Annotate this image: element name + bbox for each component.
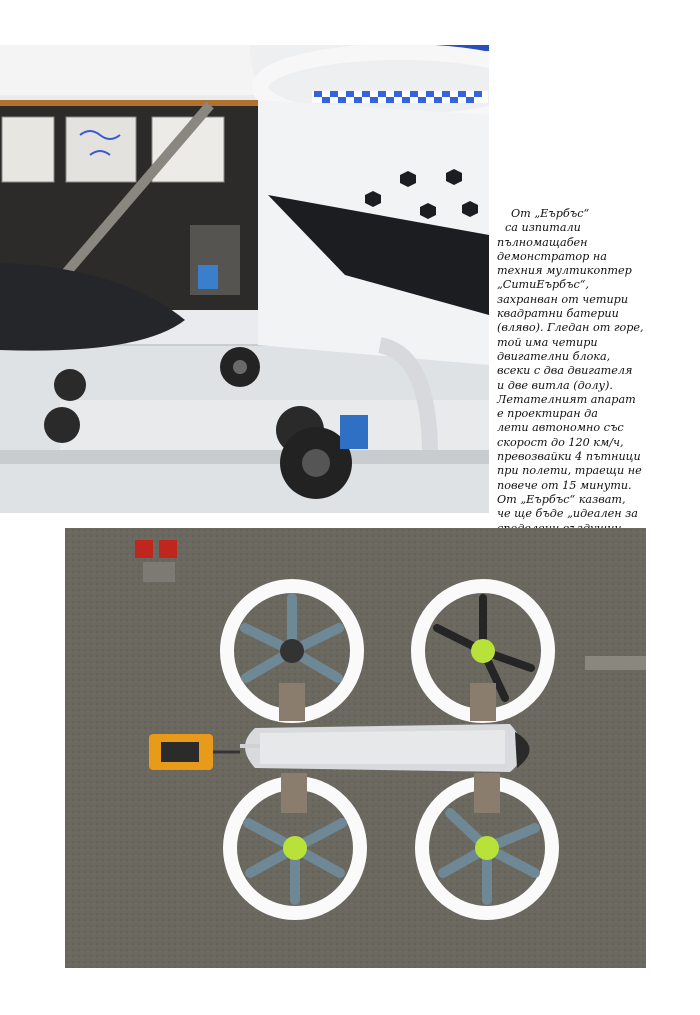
- caption-line: при полети, траещи не: [497, 464, 642, 478]
- caption-line: пълномащабен: [497, 235, 588, 249]
- photo-aircraft-hangar: [0, 45, 489, 513]
- caption-line: лети автономно със: [497, 421, 624, 435]
- caption-line: че ще бъде „идеален за: [497, 507, 638, 521]
- caption-line: квадратни батерии: [497, 307, 619, 321]
- caption-line: повече от 15 минути.: [497, 478, 632, 492]
- photo-multicopter-top-view: [65, 528, 646, 968]
- caption-line: От „Еърбъс“: [511, 207, 590, 220]
- caption-line: и две витла (долу).: [497, 378, 613, 392]
- caption-line: са изпитали: [505, 221, 581, 235]
- caption-line: От „Еърбъс“ казват,: [497, 492, 626, 506]
- caption-line: той има четири: [497, 335, 598, 349]
- caption-line: скорост до 120 км/ч,: [497, 435, 624, 449]
- caption-line: всеки с два двигателя: [497, 364, 633, 378]
- caption-line: захранван от четири: [497, 292, 629, 306]
- multicopter-illustration: [65, 528, 646, 968]
- fuselage-top: [240, 724, 530, 772]
- road-marking: [585, 656, 646, 670]
- photo-caption: [497, 207, 697, 550]
- caption-line: „СитиЕърбъс“,: [497, 278, 589, 292]
- checker-band: [312, 91, 488, 103]
- caption-line: (вляво). Гледан от горе,: [497, 321, 644, 335]
- caption-line: демонстратор на: [497, 249, 607, 263]
- caption-line: е проектиран да: [497, 407, 598, 421]
- caption-line: двигателни блока,: [497, 349, 611, 363]
- hangar-illustration: [0, 45, 489, 513]
- caption-line: техния мултикоптер: [497, 264, 632, 278]
- caption-line: превозвайки 4 пътници: [497, 450, 641, 464]
- caption-line: Летателният апарат: [497, 392, 636, 406]
